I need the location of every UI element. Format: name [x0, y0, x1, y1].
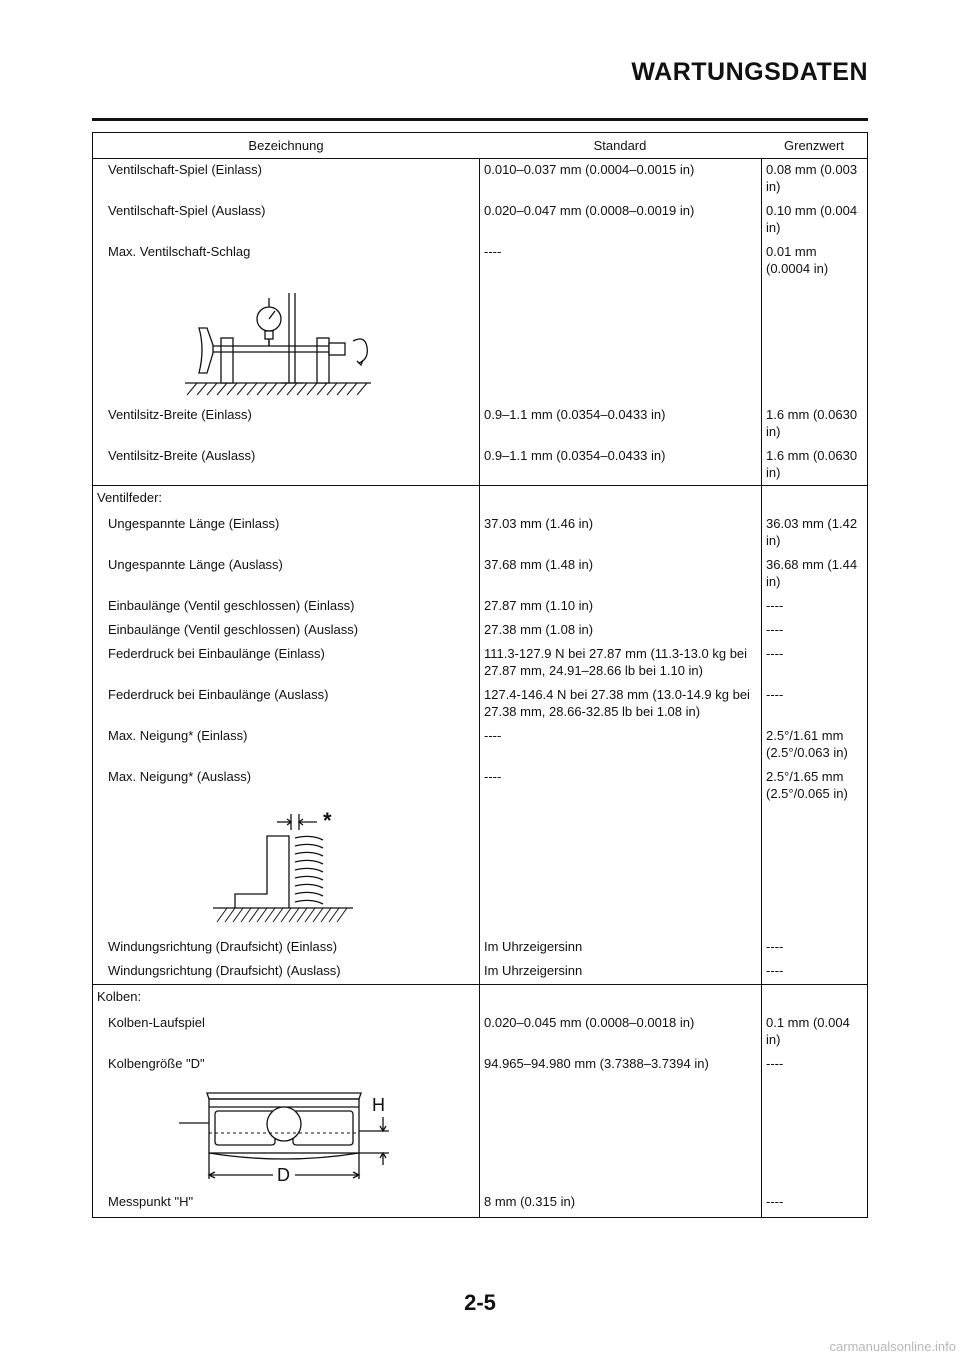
table-row [93, 645, 867, 686]
row-standard: ---- [484, 769, 502, 784]
piston-diagram [173, 1079, 403, 1193]
spring-tilt-diagram [213, 810, 363, 940]
valve-runout-diagram [185, 283, 405, 406]
row-limit: 0.01 mm (0.0004 in) [766, 244, 829, 276]
row-standard: 37.03 mm (1.46 in) [484, 516, 594, 531]
table-header [93, 133, 867, 159]
row-standard: Im Uhrzeigersinn [484, 939, 583, 954]
runout-figure [93, 283, 867, 406]
header-grenzwert: Grenzwert [784, 138, 844, 153]
table-row [93, 727, 867, 768]
page-number: 2-5 [464, 1290, 496, 1315]
row-standard: 27.87 mm (1.10 in) [484, 598, 594, 613]
table-row [93, 1014, 867, 1055]
row-limit: ---- [766, 963, 784, 978]
row-name: Einbaulänge (Ventil geschlossen) (Einlass) [108, 598, 355, 613]
tilt-asterisk: * [323, 810, 332, 833]
row-standard: 0.020–0.045 mm (0.0008–0.0018 in) [484, 1015, 695, 1030]
height-label: H [372, 1095, 385, 1115]
row-limit: ---- [766, 939, 784, 954]
row-name: Windungsrichtung (Draufsicht) (Auslass) [108, 963, 341, 978]
row-limit: 0.1 mm (0.004 in) [766, 1015, 850, 1047]
row-name: Federdruck bei Einbaulänge (Einlass) [108, 646, 325, 661]
row-standard: 0.010–0.037 mm (0.0004–0.0015 in) [484, 162, 695, 177]
row-limit: 0.10 mm (0.004 in) [766, 203, 858, 235]
table-row [93, 202, 867, 243]
section-piston [93, 985, 867, 1217]
table-row [93, 938, 867, 962]
row-standard: ---- [484, 728, 502, 743]
table-row [93, 243, 867, 283]
table-row [93, 621, 867, 645]
table-row [93, 768, 867, 808]
diameter-label: D [277, 1165, 290, 1185]
row-standard: Im Uhrzeigersinn [484, 963, 583, 978]
row-limit: 2.5°/1.61 mm (2.5°/0.063 in) [766, 728, 848, 760]
row-name: Ungespannte Länge (Auslass) [108, 557, 283, 572]
row-name: Ventilsitz-Breite (Auslass) [108, 448, 256, 463]
table-row [93, 556, 867, 597]
row-limit: 1.6 mm (0.0630 in) [766, 448, 858, 480]
row-limit: ---- [766, 1056, 784, 1071]
row-standard: 37.68 mm (1.48 in) [484, 557, 594, 572]
watermark: carmanualsonline.info [829, 1339, 956, 1354]
table-row [93, 406, 867, 447]
table-row [93, 515, 867, 556]
table-row [93, 962, 867, 982]
row-limit: 36.03 mm (1.42 in) [766, 516, 858, 548]
title-rule [92, 118, 868, 121]
table-row [93, 1193, 867, 1213]
table-row [93, 1055, 867, 1079]
section-label: Ventilfeder: [97, 490, 163, 505]
row-name: Max. Ventilschaft-Schlag [108, 244, 251, 259]
row-limit: ---- [766, 1194, 784, 1209]
header-bezeichnung: Bezeichnung [248, 138, 324, 153]
row-limit: 0.08 mm (0.003 in) [766, 162, 858, 194]
section-label: Kolben: [97, 989, 142, 1004]
row-name: Ventilschaft-Spiel (Auslass) [108, 203, 266, 218]
table-row [93, 686, 867, 727]
row-limit: 2.5°/1.65 mm (2.5°/0.065 in) [766, 769, 848, 801]
row-standard: 0.9–1.1 mm (0.0354–0.0433 in) [484, 448, 666, 463]
row-limit: ---- [766, 598, 784, 613]
row-name: Kolbengröße "D" [108, 1056, 205, 1071]
row-standard: 8 mm (0.315 in) [484, 1194, 576, 1209]
row-name: Windungsrichtung (Draufsicht) (Einlass) [108, 939, 338, 954]
row-name: Ungespannte Länge (Einlass) [108, 516, 280, 531]
table-row [93, 161, 867, 202]
row-standard: 111.3-127.9 N bei 27.87 mm (11.3-13.0 kg bei 27.87 mm, 24.91–28.66 lb bei 1.10 in) [484, 646, 748, 678]
spec-table [92, 132, 868, 1218]
row-limit: ---- [766, 687, 784, 702]
row-name: Federdruck bei Einbaulänge (Auslass) [108, 687, 329, 702]
section-valve [93, 159, 867, 486]
row-limit: ---- [766, 646, 784, 661]
row-name: Messpunkt "H" [108, 1194, 194, 1209]
row-limit: 36.68 mm (1.44 in) [766, 557, 858, 589]
row-standard: 0.9–1.1 mm (0.0354–0.0433 in) [484, 407, 666, 422]
header-standard: Standard [593, 138, 647, 153]
row-name: Max. Neigung* (Einlass) [108, 728, 248, 743]
row-name: Einbaulänge (Ventil geschlossen) (Auslass) [108, 622, 359, 637]
row-standard: 94.965–94.980 mm (3.7388–3.7394 in) [484, 1056, 709, 1071]
row-name: Kolben-Laufspiel [108, 1015, 205, 1030]
row-standard: 27.38 mm (1.08 in) [484, 622, 594, 637]
table-row [93, 447, 867, 481]
row-standard: 127.4-146.4 N bei 27.38 mm (13.0-14.9 kg bei 27.38 mm, 28.66-32.85 lb bei 1.08 in) [484, 687, 750, 719]
row-name: Ventilsitz-Breite (Einlass) [108, 407, 252, 422]
row-standard: 0.020–0.047 mm (0.0008–0.0019 in) [484, 203, 695, 218]
table-row [93, 597, 867, 621]
row-name: Max. Neigung* (Auslass) [108, 769, 252, 784]
piston-figure [93, 1079, 867, 1193]
row-limit: ---- [766, 622, 784, 637]
spring-tilt-figure [93, 808, 867, 938]
page-title: WARTUNGSDATEN [631, 58, 868, 86]
row-limit: 1.6 mm (0.0630 in) [766, 407, 858, 439]
section-valve-spring [93, 486, 867, 985]
row-standard: ---- [484, 244, 502, 259]
row-name: Ventilschaft-Spiel (Einlass) [108, 162, 262, 177]
